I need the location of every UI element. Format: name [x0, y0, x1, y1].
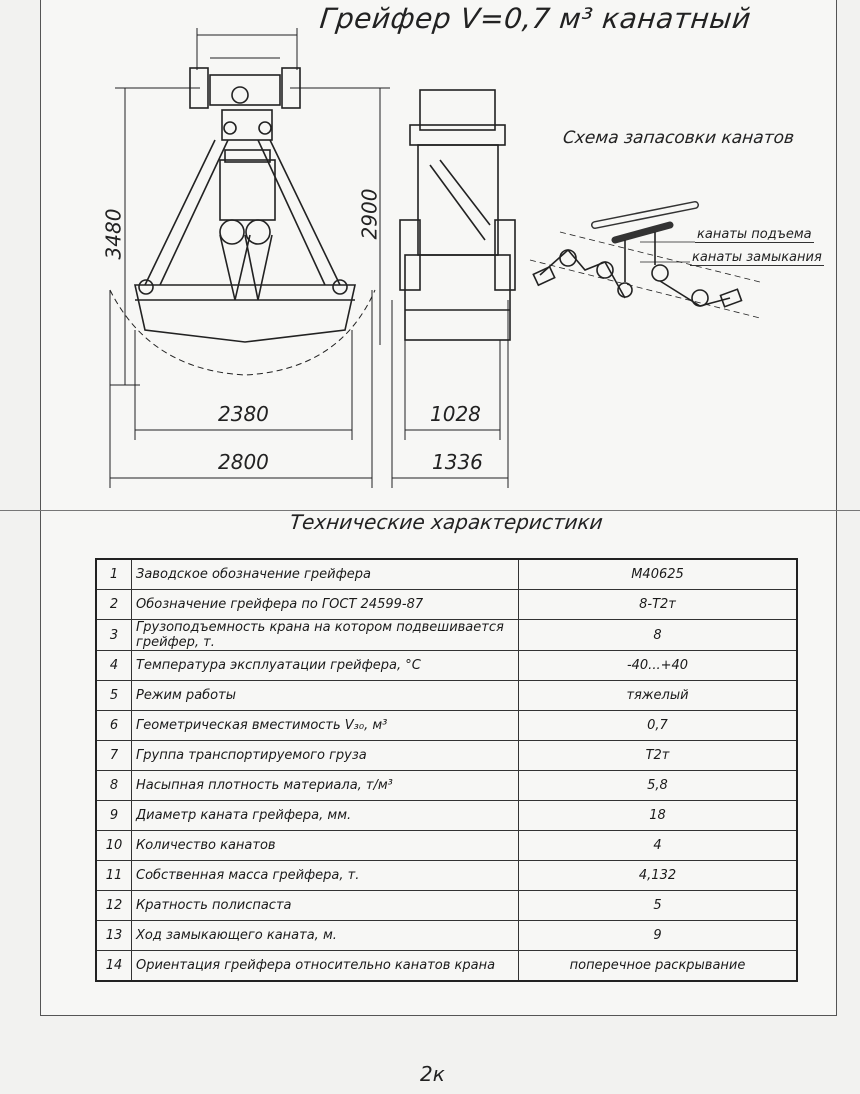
spec-value-cell: 8-Т2т [519, 590, 798, 620]
dimension-width-closed: 2380 [218, 402, 269, 426]
spec-value-cell: 4 [519, 831, 798, 861]
spec-num-cell: 8 [96, 771, 132, 801]
dimension-side-outer: 1336 [432, 450, 483, 474]
spec-value-cell: 5 [519, 891, 798, 921]
spec-param-cell: Собственная масса грейфера, т. [132, 861, 519, 891]
spec-param-cell: Количество канатов [132, 831, 519, 861]
spec-value-cell: -40...+40 [519, 651, 798, 681]
table-row [96, 651, 797, 681]
table-row [96, 861, 797, 891]
table-row [96, 771, 797, 801]
spec-num-cell: 10 [96, 831, 132, 861]
page-number: 2к [420, 1062, 445, 1086]
spec-param-cell: Режим работы [132, 681, 519, 711]
spec-value-cell: 18 [519, 801, 798, 831]
spec-value-cell: 8 [519, 620, 798, 651]
spec-num-cell: 2 [96, 590, 132, 620]
dimension-height-closed: 2900 [357, 188, 382, 240]
spec-num-cell: 5 [96, 681, 132, 711]
spec-num-cell: 14 [96, 951, 132, 982]
spec-param-cell: Диаметр каната грейфера, мм. [132, 801, 519, 831]
spec-num-cell: 11 [96, 861, 132, 891]
specs-title: Технические характеристики [288, 510, 605, 534]
spec-value-cell: 5,8 [519, 771, 798, 801]
specs-table [95, 558, 798, 982]
spec-value-cell: М40625 [519, 559, 798, 590]
drawing-title: Грейфер V=0,7 м³ канатный [318, 2, 753, 35]
dimension-height-overall: 3480 [101, 208, 126, 260]
table-row [96, 951, 797, 982]
spec-num-cell: 13 [96, 921, 132, 951]
spec-param-cell: Обозначение грейфера по ГОСТ 24599-87 [132, 590, 519, 620]
dimension-width-open: 2800 [218, 450, 269, 474]
table-row [96, 801, 797, 831]
spec-num-cell: 4 [96, 651, 132, 681]
spec-num-cell: 9 [96, 801, 132, 831]
table-row [96, 590, 797, 620]
table-row [96, 681, 797, 711]
side-view [392, 90, 515, 488]
spec-value-cell: тяжелый [519, 681, 798, 711]
table-row [96, 620, 797, 651]
spec-param-cell: Ход замыкающего каната, м. [132, 921, 519, 951]
table-row [96, 559, 797, 590]
spec-value-cell: Т2т [519, 741, 798, 771]
spec-num-cell: 12 [96, 891, 132, 921]
spec-param-cell: Заводское обозначение грейфера [132, 559, 519, 590]
spec-value-cell: 4,132 [519, 861, 798, 891]
spec-value-cell: 0,7 [519, 711, 798, 741]
spec-value-cell: 9 [519, 921, 798, 951]
spec-param-cell: Температура эксплуатации грейфера, °С [132, 651, 519, 681]
dimension-side-inner: 1028 [430, 402, 481, 426]
spec-param-cell: Ориентация грейфера относительно канатов крана [132, 951, 519, 982]
rope-scheme-title: Схема запасовки канатов [561, 128, 796, 148]
table-row [96, 711, 797, 741]
spec-param-cell: Группа транспортируемого груза [132, 741, 519, 771]
spec-num-cell: 7 [96, 741, 132, 771]
lift-ropes-label: канаты подъема [697, 227, 812, 242]
spec-num-cell: 6 [96, 711, 132, 741]
table-row [96, 741, 797, 771]
table-row [96, 831, 797, 861]
table-row [96, 921, 797, 951]
spec-param-cell: Кратность полиспаста [132, 891, 519, 921]
spec-param-cell: Грузоподъемность крана на котором подвешивается грейфер, т. [132, 620, 519, 651]
table-row [96, 891, 797, 921]
spec-num-cell: 1 [96, 559, 132, 590]
spec-param-cell: Насыпная плотность материала, т/м³ [132, 771, 519, 801]
spec-num-cell: 3 [96, 620, 132, 651]
spec-value-cell: поперечное раскрывание [519, 951, 798, 982]
closing-ropes-label: канаты замыкания [692, 250, 822, 265]
spec-param-cell: Геометрическая вместимость V₃₀, м³ [132, 711, 519, 741]
